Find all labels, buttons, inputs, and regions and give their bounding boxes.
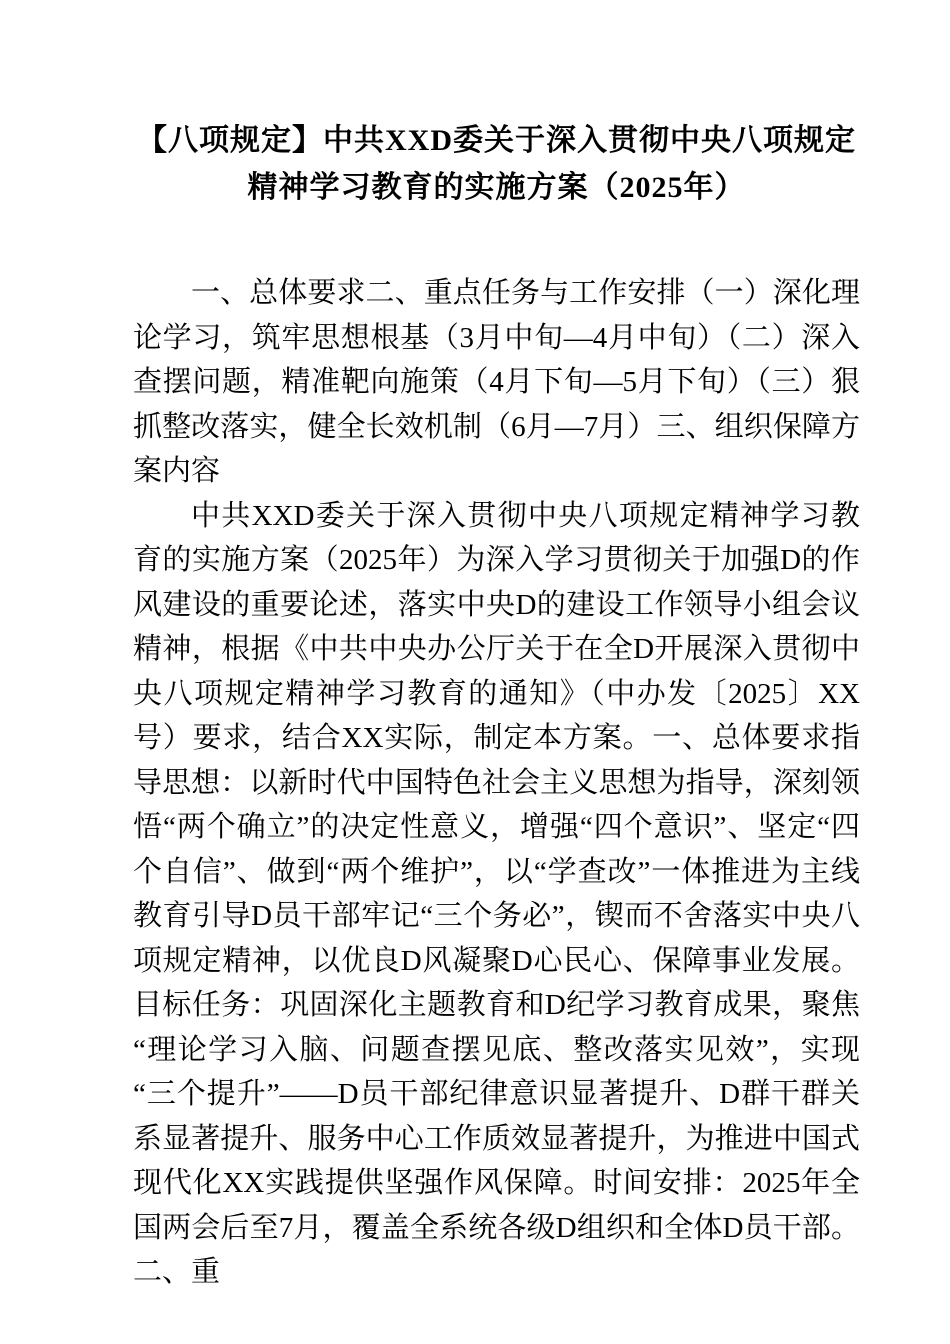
paragraph-main-text: 中共XXD委关于深入贯彻中央八项规定精神学习教育的实施方案（2025年）为深入学习贯彻关于加强D的作风建设的重要论述，落实中央D的建设工作领导小组会议精神，根据《中共中央办公厅关于在全D开展深入贯彻中央八项规定精神学习教育的通知》（中办发〔2025〕XX号）要求，结合XX实际，制定本方案。一、总体要求指导思想：以新时代中国特色社会主义思想为指导，深刻领悟“两个确立”的决定性意义，增强“四个意识”、坚定“四个自信”、做到“两个维护”，以“学查改”一体推进为主线教育引导D员干部牢记“三个务必”，锲而不舍落实中央八项规定精神，以优良D风凝聚D心民心、保障事业发展。目标任务：巩固深化主题教育和D纪学习教育成果，聚焦“理论学习入脑、问题查摆见底、整改落实见效”，实现“三个提升”——D员干部纪律意识显著提升、D群干群关系显著提升、服务中心工作质效显著提升，为推进中国式现代化XX实践提供坚强作风保障。时间安排：2025年全国两会后至7月，覆盖全系统各级D组织和全体D员干部。二、重: [133, 499, 860, 1288]
title-line-1: 【八项规定】中共XXD委关于深入贯彻中央八项规定: [137, 124, 856, 157]
title-line-2: 精神学习教育的实施方案（2025年）: [247, 171, 746, 204]
paragraph-outline: 一、总体要求二、重点任务与工作安排（一）深化理论学习，筑牢思想根基（3月中旬—4月中旬）（二）深入查摆问题，精准靶向施策（4月下旬—5月下旬）（三）狠抓整改落实，健全长效机制（6月—7月）三、组织保障方案内容: [133, 277, 860, 487]
document-body: [133, 271, 860, 1295]
document-title: [133, 117, 860, 211]
